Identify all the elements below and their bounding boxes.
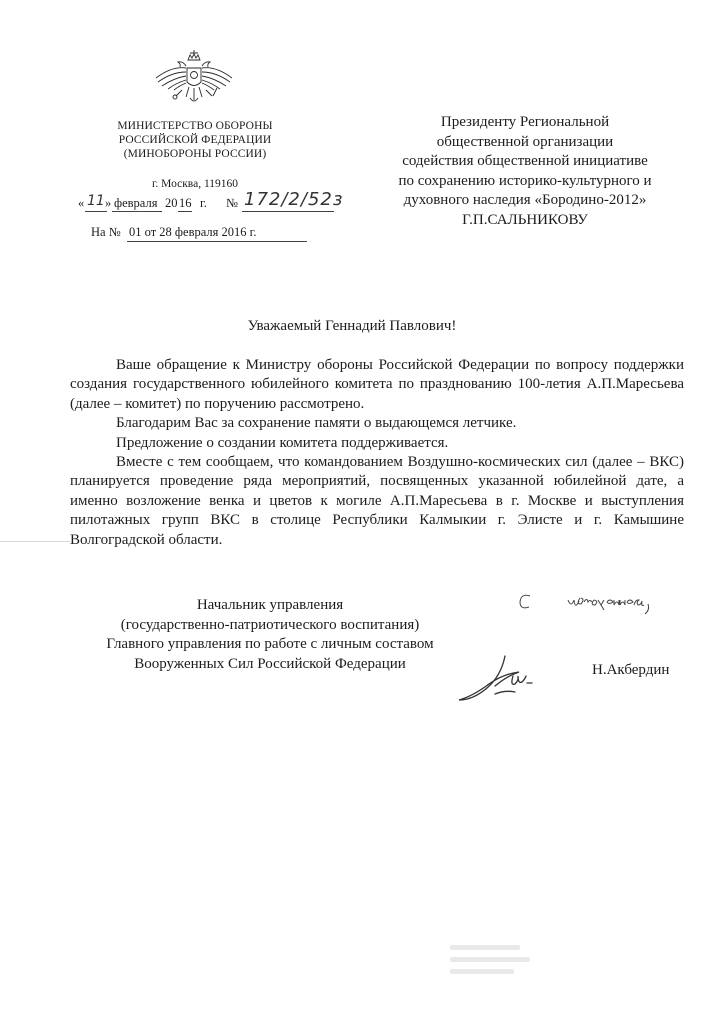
date-close-quote: » (105, 196, 112, 210)
signatory-title-line-4: Вооруженных Сил Российской Федерации (134, 655, 406, 672)
addressee-name: Г.П.САЛЬНИКОВУ (462, 211, 588, 228)
addressee-line-2: общественной организации (436, 133, 614, 150)
addressee-block (360, 113, 690, 230)
signature-icon (455, 650, 565, 705)
body-paragraph-3: Предложение о создании комитета поддерживается. (116, 434, 449, 451)
date-month: февраля (114, 196, 158, 210)
ministry-line-2: РОССИЙСКОЙ ФЕДЕРАЦИИ (118, 134, 272, 146)
body-paragraph-1: Ваше обращение к Министру обороны Российской Федерации по вопросу поддержки создания государственного юбилейного комитета по празднованию 100-летия А.П.Маресьева (далее – комитет) по поручению рассмотрено. (70, 357, 684, 412)
signatory-title-line-3: Главного управления по работе с личным составом (106, 636, 434, 652)
signatory-title-line-2: (государственно-патриотического воспитания) (120, 616, 420, 633)
reference-value: 01 от 28 февраля 2016 г. (129, 225, 257, 239)
signatory-name: Н.Акбердин (592, 662, 670, 678)
date-number-line (78, 189, 344, 217)
date-day: 11 (87, 193, 105, 209)
signatory-title (60, 596, 480, 674)
margin-mark (0, 541, 70, 542)
addressee-line-5: духовного наследия «Бородино-2012» (403, 192, 647, 208)
document-number: 172/2/52з (244, 189, 344, 210)
ministry-line-1: МИНИСТЕРСТВО ОБОРОНЫ (117, 120, 273, 132)
ministry-name (100, 119, 290, 161)
addressee-line-3: содействия общественной инициативе (402, 153, 648, 169)
date-year-label: г. (200, 196, 207, 210)
addressee-line-1: Президенту Региональной (440, 114, 610, 130)
number-label: № (226, 196, 238, 210)
signatory-title-line-1: Начальник управления (196, 597, 344, 613)
reference-line (91, 223, 311, 245)
salutation: Уважаемый Геннадий Павлович! (247, 318, 457, 334)
body-paragraph-2: Благодарим Вас за сохранение памяти о выдающемся летчике. (116, 415, 517, 432)
eagle-emblem-icon (153, 50, 235, 114)
date-open-quote: « (78, 196, 85, 210)
ministry-line-3: (МИНОБОРОНЫ РОССИИ) (123, 148, 267, 160)
letter-body (70, 356, 684, 550)
sender-address: г. Москва, 119160 (151, 178, 239, 190)
handwritten-regards (510, 588, 690, 628)
faint-stamp (450, 945, 530, 985)
addressee-line-4: по сохранению историко-культурного и (398, 172, 652, 189)
body-paragraph-4: Вместе с тем сообщаем, что командованием Воздушно-космических сил (далее – ВКС) планируется проведение ряда мероприятий, посвященных указанной юбилейной дате, а именно возложение венка и цветов к могиле А.П.Маресьева в г. Москве и выступления пилотажных групп ВКС в столице Республики Калмыкии г. Элисте и г. Камышине Волгоградской области. (70, 454, 684, 548)
date-year-suffix: 16 (179, 196, 192, 210)
reference-label: На № (91, 225, 121, 239)
date-year-prefix: 20 (165, 196, 178, 210)
